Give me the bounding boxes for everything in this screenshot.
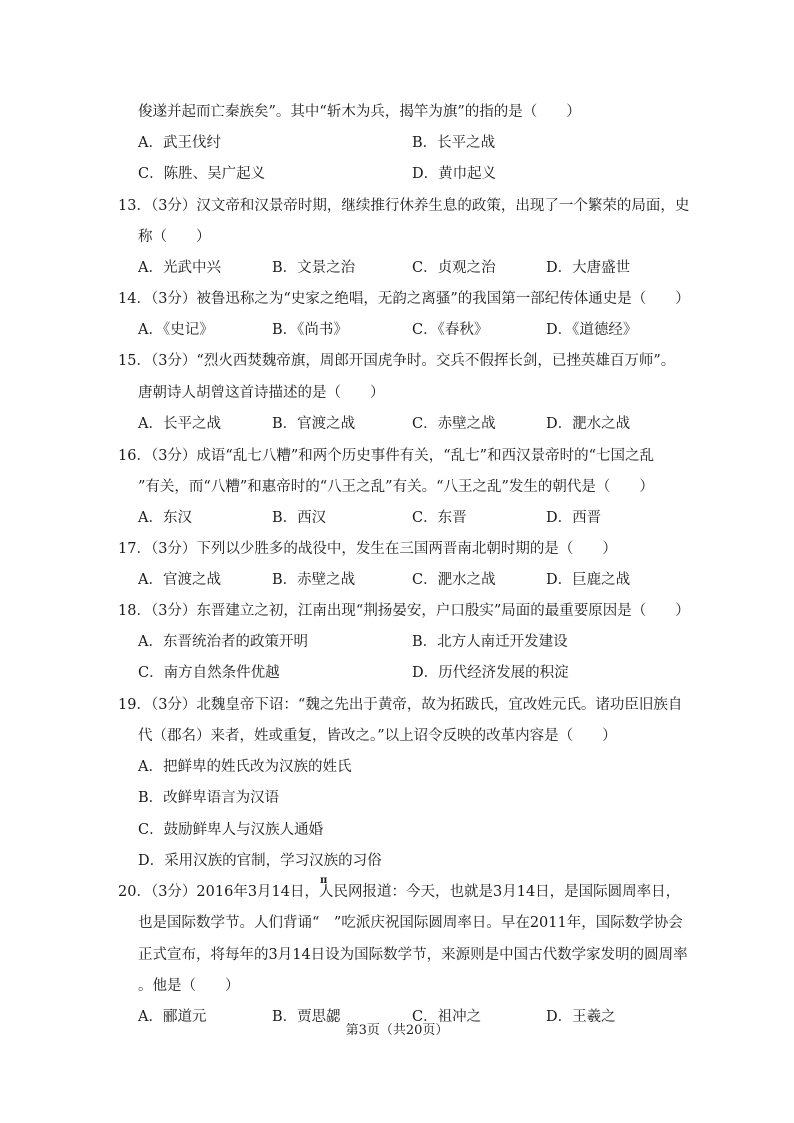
q14-option-c: C．《春秋》 <box>412 322 489 338</box>
pi-symbol: π <box>320 875 328 886</box>
q14-stem-line1: 14．（3分）被鲁迅称之为“史家之绝唱，无韵之离骚”的我国第一部纪传体通史是（ ） <box>118 291 690 307</box>
q20-stem-line1: 20．（3分）2016年3月14日，人民网报道：今天，也就是3月14日，是国际圆周率日， <box>118 884 681 900</box>
q18-option-b: B．北方人南迁开发建设 <box>412 634 568 650</box>
q16-option-b: B．西汉 <box>272 510 327 526</box>
q17-option-d: D．巨鹿之战 <box>546 572 631 588</box>
q12-option-d: D．黄巾起义 <box>412 166 497 182</box>
q13-option-c: C．贞观之治 <box>412 260 496 276</box>
q19-option-c: C．鼓励鲜卑人与汉族人通婚 <box>138 822 324 838</box>
q17-option-c: C．淝水之战 <box>412 572 496 588</box>
q20-stem-line4: 。他是（ ） <box>138 978 240 994</box>
q20-option-c: C．祖冲之 <box>412 1009 482 1025</box>
q16-stem-line1: 16．（3分）成语“乱七八糟”和两个历史事件有关，“乱七”和西汉景帝时的“七国之乱 <box>118 448 654 464</box>
q15-option-d: D．淝水之战 <box>546 416 631 432</box>
q13-option-d: D．大唐盛世 <box>546 260 631 276</box>
q14-option-b: B．《尚书》 <box>272 322 348 338</box>
q15-option-a: A．长平之战 <box>138 416 221 432</box>
q20-option-b: B．贾思勰 <box>272 1009 341 1025</box>
q16-option-a: A．东汉 <box>138 510 192 526</box>
q18-option-d: D．历代经济发展的积淀 <box>412 665 569 681</box>
q20-stem-line2: 也是国际数学节。人们背诵“ ”吃派庆祝国际圆周率日。早在2011年，国际数学协会 <box>138 915 683 931</box>
q16-option-c: C．东晋 <box>412 510 467 526</box>
q13-stem-line2: 称（ ） <box>138 229 211 245</box>
q19-option-b: B．改鲜卑语言为汉语 <box>138 790 280 806</box>
q18-option-a: A．东晋统治者的政策开明 <box>138 634 308 650</box>
q20-stem-line3: 正式宣布，将每年的3月14日设为国际数学节，来源则是中国古代数学家发明的圆周率 <box>138 947 688 963</box>
q12-stem-continued: 俊遂并起而亡秦族矣”。其中“斩木为兵，揭竿为旗”的指的是（ ） <box>138 104 581 120</box>
q17-stem-line1: 17．（3分）下列以少胜多的战役中，发生在三国两晋南北朝时期的是（ ） <box>118 541 617 557</box>
q20-option-a: A．郦道元 <box>138 1009 207 1025</box>
q19-option-d: D．采用汉族的官制，学习汉族的习俗 <box>138 853 382 869</box>
q17-option-a: A．官渡之战 <box>138 572 221 588</box>
page-number-footer: 第3页（共20页） <box>345 1023 449 1038</box>
q13-stem-line1: 13．（3分）汉文帝和汉景帝时期，继续推行休养生息的政策，出现了一个繁荣的局面，史 <box>118 198 690 214</box>
q12-option-b: B．长平之战 <box>412 135 496 151</box>
q15-stem-line1: 15．（3分）“烈火西焚魏帝旗，周郎开国虎争时。交兵不假挥长剑，已挫英雄百万师”。 <box>118 353 676 369</box>
q15-option-b: B．官渡之战 <box>272 416 356 432</box>
q13-option-a: A．光武中兴 <box>138 260 221 276</box>
q16-option-d: D．西晋 <box>546 510 602 526</box>
q20-option-d: D．王羲之 <box>546 1009 616 1025</box>
q15-option-c: C．赤壁之战 <box>412 416 496 432</box>
q19-stem-line1: 19．（3分）北魏皇帝下诏：“魏之先出于黄帝，故为拓跋氏，宜改姓元氏。诸功臣旧族自 <box>118 697 683 713</box>
q12-option-a: A．武王伐纣 <box>138 135 221 151</box>
q18-stem-line1: 18．（3分）东晋建立之初，江南出现“荆扬晏安，户口殷实”局面的最重要原因是（ ） <box>118 603 690 619</box>
q14-option-a: A．《史记》 <box>138 322 214 338</box>
q19-stem-line2: 代（郡名）来者，姓或重复，皆改之。”以上诏令反映的改革内容是（ ） <box>138 728 617 744</box>
q18-option-c: C．南方自然条件优越 <box>138 665 280 681</box>
q16-stem-line2: ”有关，而“八糟”和惠帝时的“八王之乱”有关。“八王之乱”发生的朝代是（ ） <box>138 479 654 495</box>
q14-option-d: D．《道德经》 <box>546 322 638 338</box>
q17-option-b: B．赤壁之战 <box>272 572 356 588</box>
q15-stem-line2: 唐朝诗人胡曾这首诗描述的是（ ） <box>138 385 385 401</box>
q19-option-a: A．把鲜卑的姓氏改为汉族的姓氏 <box>138 759 352 775</box>
q12-option-c: C．陈胜、吴广起义 <box>138 166 266 182</box>
q13-option-b: B．文景之治 <box>272 260 356 276</box>
